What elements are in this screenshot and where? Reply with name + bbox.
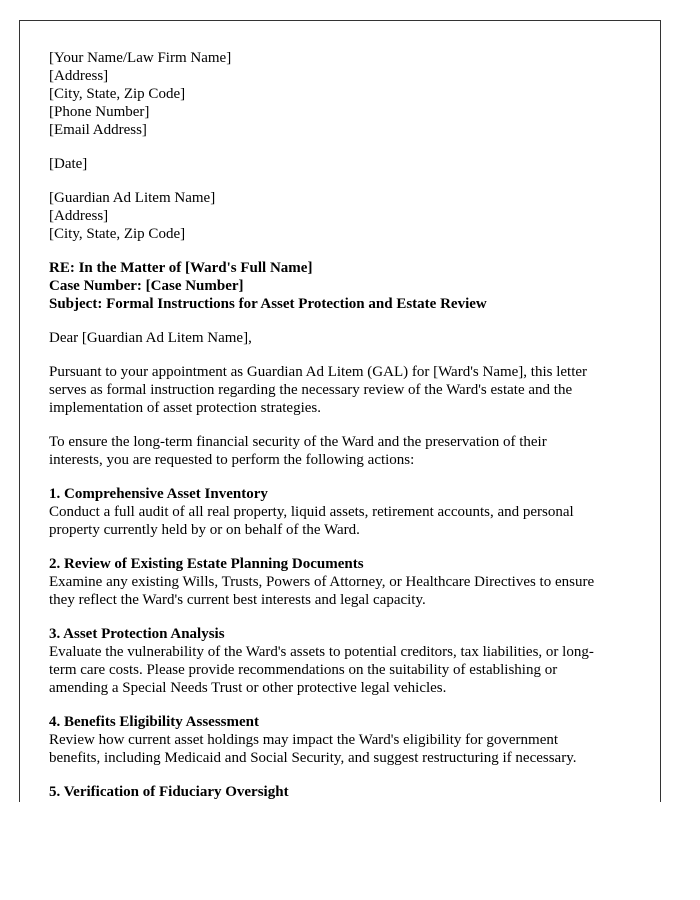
letter-date: [Date] bbox=[49, 156, 88, 172]
section-estate-documents bbox=[49, 555, 639, 609]
subject-line: Subject: Formal Instructions for Asset Protection and Estate Review bbox=[49, 296, 487, 312]
salutation: Dear [Guardian Ad Litem Name], bbox=[49, 330, 252, 346]
paragraph-line: Pursuant to your appointment as Guardian Ad Litem (GAL) for [Ward's Name], this letter bbox=[49, 364, 588, 380]
section-text: Evaluate the vulnerability of the Ward's assets to potential creditors, tax liabilities, or long- bbox=[49, 644, 594, 660]
section-heading: 3. Asset Protection Analysis bbox=[49, 626, 225, 642]
section-asset-protection bbox=[49, 625, 639, 697]
section-heading: 5. Verification of Fiduciary Oversight bbox=[49, 784, 289, 800]
sender-email: [Email Address] bbox=[49, 122, 147, 138]
recipient-city-state-zip: [City, State, Zip Code] bbox=[49, 226, 186, 242]
sender-city-state-zip: [City, State, Zip Code] bbox=[49, 86, 186, 102]
paragraph-line: interests, you are requested to perform the following actions: bbox=[49, 452, 415, 468]
section-text: Examine any existing Wills, Trusts, Powers of Attorney, or Healthcare Directives to ensure bbox=[49, 574, 595, 590]
sender-name: [Your Name/Law Firm Name] bbox=[49, 50, 232, 66]
section-heading: 4. Benefits Eligibility Assessment bbox=[49, 714, 260, 730]
sender-block bbox=[49, 49, 639, 139]
re-line: RE: In the Matter of [Ward's Full Name] bbox=[49, 260, 313, 276]
intro-paragraph bbox=[49, 363, 639, 417]
letter-page bbox=[19, 20, 661, 802]
section-text: Conduct a full audit of all real property, liquid assets, retirement accounts, and personal bbox=[49, 504, 574, 520]
paragraph-line: serves as formal instruction regarding the necessary review of the Ward's estate and the bbox=[49, 382, 573, 398]
reference-block bbox=[49, 259, 639, 313]
section-text: they reflect the Ward's current best interests and legal capacity. bbox=[49, 592, 426, 608]
section-text: benefits, including Medicaid and Social Security, and suggest restructuring if necessary. bbox=[49, 750, 577, 766]
section-text: Review how current asset holdings may impact the Ward's eligibility for government bbox=[49, 732, 559, 748]
section-text: amending a Special Needs Trust or other protective legal vehicles. bbox=[49, 680, 447, 696]
letter-body bbox=[49, 49, 639, 801]
case-number-line: Case Number: [Case Number] bbox=[49, 278, 244, 294]
section-text: property currently held by or on behalf of the Ward. bbox=[49, 522, 360, 538]
section-fiduciary-oversight bbox=[49, 783, 639, 801]
section-asset-inventory bbox=[49, 485, 639, 539]
section-heading: 1. Comprehensive Asset Inventory bbox=[49, 486, 268, 502]
section-benefits-eligibility bbox=[49, 713, 639, 767]
sender-address: [Address] bbox=[49, 68, 109, 84]
paragraph-line: implementation of asset protection strategies. bbox=[49, 400, 322, 416]
sender-phone: [Phone Number] bbox=[49, 104, 150, 120]
request-paragraph bbox=[49, 433, 639, 469]
recipient-name: [Guardian Ad Litem Name] bbox=[49, 190, 216, 206]
section-heading: 2. Review of Existing Estate Planning Documents bbox=[49, 556, 364, 572]
recipient-address: [Address] bbox=[49, 208, 109, 224]
paragraph-line: To ensure the long-term financial security of the Ward and the preservation of their bbox=[49, 434, 547, 450]
section-text: term care costs. Please provide recommendations on the suitability of establishing or bbox=[49, 662, 558, 678]
recipient-block bbox=[49, 189, 639, 243]
